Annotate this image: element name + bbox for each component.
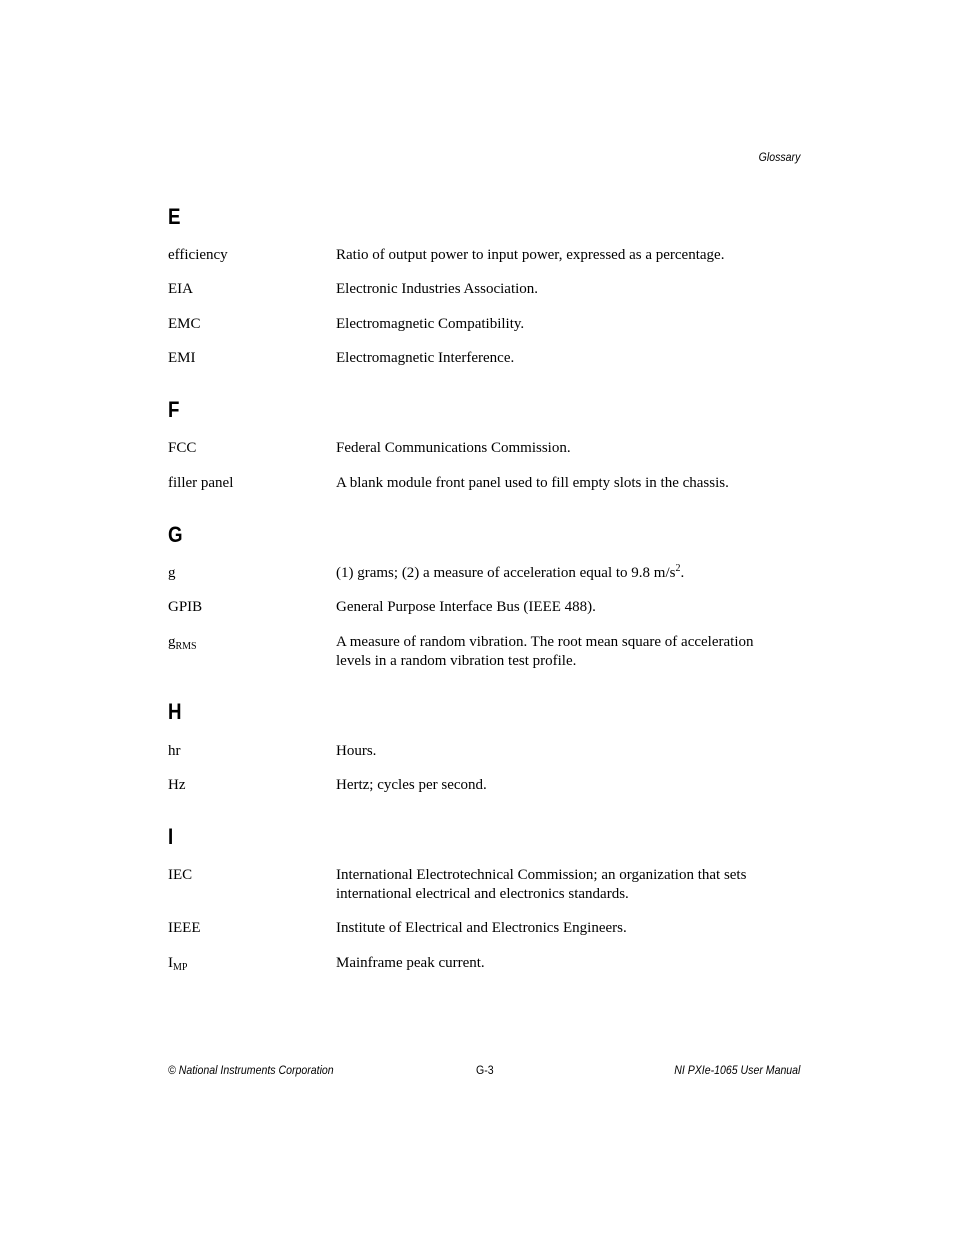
section-heading-i: I — [168, 824, 174, 849]
glossary-definition: Institute of Electrical and Electronics Engineers. — [336, 920, 627, 936]
definition-line: A measure of random vibration. The root mean square of acceleration — [336, 634, 754, 650]
definition-line: international electrical and electronics standards. — [336, 886, 629, 902]
glossary-definition — [336, 564, 796, 583]
glossary-definition: Mainframe peak current. — [336, 955, 485, 971]
glossary-definition — [336, 866, 796, 904]
glossary-term: g — [168, 565, 176, 581]
footer-page-number: G-3 — [476, 1063, 494, 1077]
glossary-definition — [336, 633, 796, 671]
glossary-term: EMI — [168, 350, 196, 366]
glossary-term: filler panel — [168, 475, 234, 491]
definition-line: International Electrotechnical Commission; an organization that sets — [336, 867, 747, 883]
section-heading-g: G — [168, 522, 183, 547]
definition-end: . — [680, 565, 685, 581]
glossary-term: FCC — [168, 440, 197, 456]
term-base: I — [168, 955, 173, 971]
definition-text: (1) grams; (2) a measure of acceleration equal to 9.8 m/s — [336, 565, 676, 581]
section-heading-h: H — [168, 699, 182, 724]
glossary-term: EIA — [168, 281, 193, 297]
term-subscript: RMS — [175, 641, 197, 652]
section-heading-e: E — [168, 204, 181, 229]
glossary-term: GPIB — [168, 599, 203, 615]
definition-line: levels in a random vibration test profile. — [336, 653, 577, 669]
glossary-definition: Federal Communications Commission. — [336, 440, 571, 456]
footer-manual-title: NI PXIe-1065 User Manual — [673, 1063, 800, 1077]
term-base: g — [168, 634, 176, 650]
glossary-term: efficiency — [168, 247, 228, 263]
glossary-definition: Electromagnetic Interference. — [336, 350, 515, 366]
running-header: Glossary — [758, 150, 800, 164]
glossary-term: EMC — [168, 316, 201, 332]
glossary-definition: Hours. — [336, 743, 377, 759]
term-subscript: MP — [173, 962, 188, 973]
glossary-term: IEC — [168, 867, 193, 883]
glossary-definition: General Purpose Interface Bus (IEEE 488). — [336, 599, 596, 615]
glossary-term: hr — [168, 743, 181, 759]
glossary-definition: Ratio of output power to input power, expressed as a percentage. — [336, 247, 725, 263]
glossary-definition: A blank module front panel used to fill empty slots in the chassis. — [336, 475, 729, 491]
glossary-term: IEEE — [168, 920, 201, 936]
footer-copyright: © National Instruments Corporation — [168, 1063, 334, 1077]
glossary-term — [168, 954, 328, 973]
glossary-definition: Hertz; cycles per second. — [336, 777, 487, 793]
superscript: 2 — [675, 563, 681, 574]
glossary-term: Hz — [168, 777, 186, 793]
glossary-term — [168, 633, 328, 652]
glossary-definition: Electromagnetic Compatibility. — [336, 316, 525, 332]
glossary-definition: Electronic Industries Association. — [336, 281, 539, 297]
section-heading-f: F — [168, 397, 180, 422]
